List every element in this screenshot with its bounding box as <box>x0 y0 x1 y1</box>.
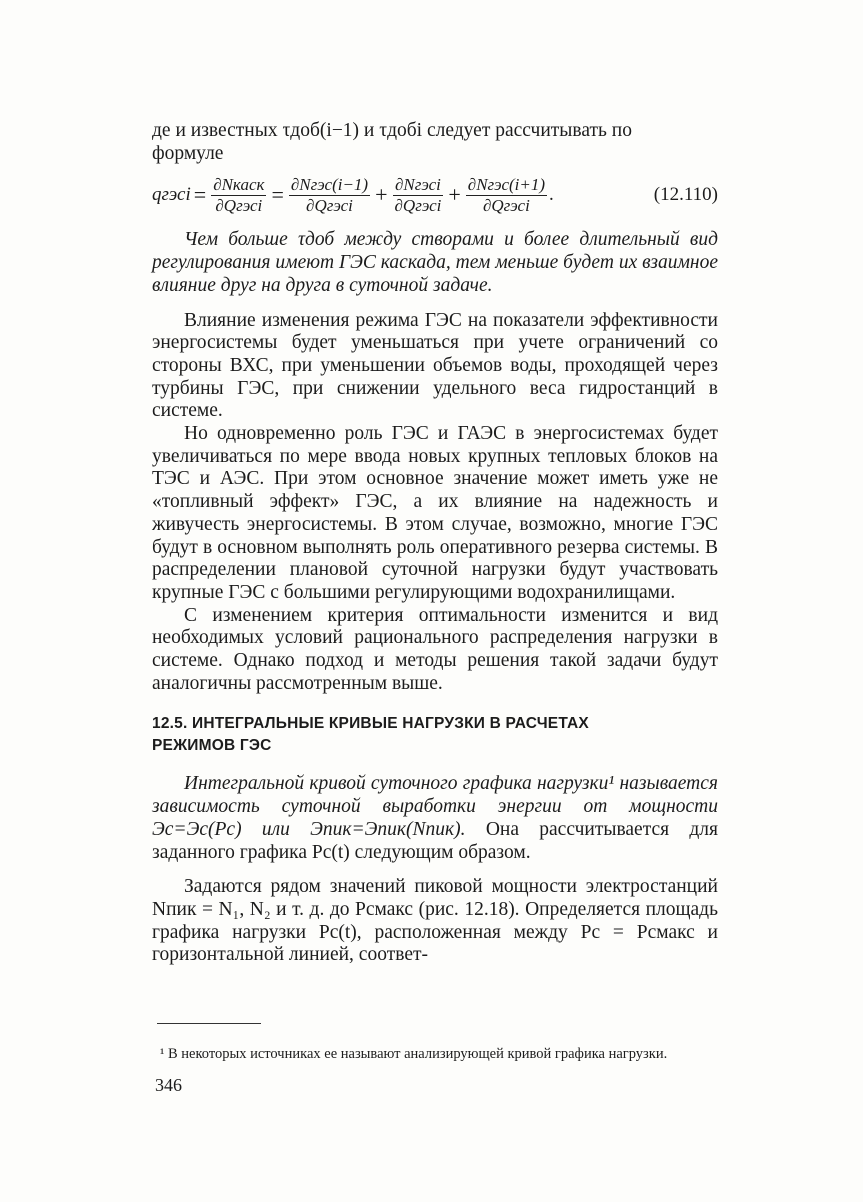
formula-equals-1: = <box>193 182 207 208</box>
fraction-prev <box>289 175 370 216</box>
paragraph-6: Задаются рядом значений пиковой мощности электростанций Nпик = N₁, N₂ и т. д. до Pсмакс (рис. 12.18). Определяется площадь графика нагрузки Pс(t), расположенная между Pс = Pсмакс и горизонтальной линией, соответ- <box>152 876 718 966</box>
formula-12-110 <box>152 167 718 223</box>
footnote-rule <box>157 1023 261 1024</box>
fraction-current <box>393 175 444 216</box>
fraction-next <box>466 175 547 216</box>
paragraph-5-rest: Она рассчитывается для заданного графика Pс(t) следующим образом. <box>152 818 718 863</box>
fraction-prev-den: ∂Qгэсi <box>306 195 353 215</box>
text-column <box>152 120 718 967</box>
section-heading-line-2: РЕЖИМОВ ГЭС <box>152 737 272 755</box>
fraction-prev-num: ∂Nгэс(i−1) <box>290 174 369 194</box>
fraction-cascade-num: ∂Nкаск <box>213 174 265 194</box>
fraction-cascade <box>211 175 266 216</box>
paragraph-3: Но одновременно роль ГЭС и ГАЭС в энергосистемах будет увеличиваться по мере ввода новых крупных тепловых блоков на ТЭС и АЭС. При этом основное значение может иметь уже не «топливный эффект» ГЭС, а их влияние на надежность и живучесть энергосистемы. В этом случае, возможно, многие ГЭС будут в основном выполнять роль оперативного резерва системы. В распределении плановой суточной нагрузки будут участвовать крупные ГЭС с большими регулирующими водохранилищами. <box>152 423 718 603</box>
paragraph-1: Чем больше τдоб между створами и более длительный вид регулирования имеют ГЭС каскада, тем меньше будет их взаимное влияние друг на друга в суточной задаче. <box>152 229 718 296</box>
formula-lhs: qгэсi <box>152 184 191 206</box>
intro-line-1: де и известных τдоб(i−1) и τдобi следует рассчитывать по <box>152 120 632 141</box>
formula-end: . <box>549 184 554 206</box>
formula-plus-1: + <box>375 182 388 208</box>
footnote: ¹ В некоторых источниках ее называют анализирующей кривой графика нагрузки. <box>160 1045 668 1062</box>
paragraph-5 <box>152 773 718 864</box>
equation-number: (12.110) <box>653 184 718 206</box>
fraction-current-num: ∂Nгэсi <box>394 174 441 194</box>
formula-body <box>152 175 554 216</box>
formula-plus-2: + <box>448 182 461 208</box>
paragraph-4: С изменением критерия оптимальности изменится и вид необходимых условий рационального распределения нагрузки в системе. Однако подход и методы решения такой задачи будут аналогичны рассмотренным выше. <box>152 604 718 694</box>
fraction-next-num: ∂Nгэс(i+1) <box>467 174 546 194</box>
paragraph-2: Влияние изменения режима ГЭС на показатели эффективности энергосистемы будет уменьшаться при учете ограничений со стороны ВХС, при уменьшении объемов воды, проходящей через турбины ГЭС, при снижении удельного веса гидростанций в системе. <box>152 309 718 422</box>
formula-equals-2: = <box>271 182 284 208</box>
fraction-next-den: ∂Qгэсi <box>482 195 530 215</box>
section-heading-line-1: 12.5. ИНТЕГРАЛЬНЫЕ КРИВЫЕ НАГРУЗКИ В РАСЧЕТАХ <box>152 715 589 733</box>
intro-line-2: формуле <box>152 142 224 164</box>
page-number: 346 <box>155 1075 182 1095</box>
fraction-cascade-den: ∂Qгэсi <box>215 195 263 215</box>
fraction-current-den: ∂Qгэсi <box>394 195 442 215</box>
definition-text: Интегральной кривой суточного графика нагрузки¹ называется зависимость суточной выработки энергии от мощности Эс=Эс(Рс) или Эпик=Эпик(Nпик). <box>152 773 718 840</box>
section-heading <box>152 713 718 757</box>
